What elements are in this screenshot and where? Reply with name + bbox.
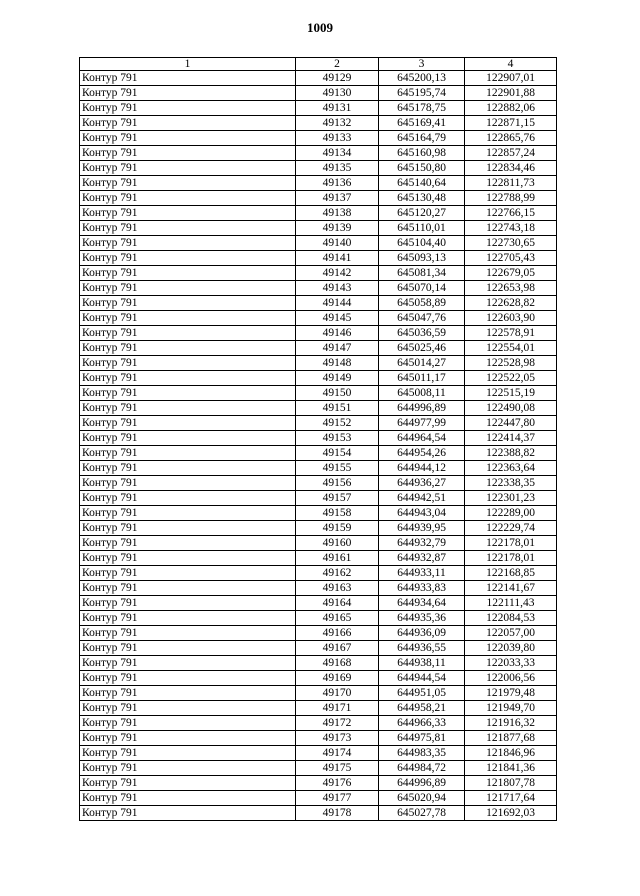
cell-point-number: 49164 (296, 596, 379, 611)
header-cell-x: 3 (379, 58, 465, 71)
cell-x: 644932,87 (379, 551, 465, 566)
cell-x: 645104,40 (379, 236, 465, 251)
cell-y: 122178,01 (465, 536, 557, 551)
table-body (80, 71, 557, 821)
cell-x: 645081,34 (379, 266, 465, 281)
cell-point-number: 49131 (296, 101, 379, 116)
table-row (80, 701, 557, 716)
cell-contour: Контур 791 (80, 161, 296, 176)
cell-y: 122033,33 (465, 656, 557, 671)
header-cell-contour: 1 (80, 58, 296, 71)
cell-point-number: 49149 (296, 371, 379, 386)
cell-contour: Контур 791 (80, 716, 296, 731)
cell-point-number: 49138 (296, 206, 379, 221)
table-row (80, 446, 557, 461)
cell-point-number: 49152 (296, 416, 379, 431)
cell-y: 122628,82 (465, 296, 557, 311)
cell-contour: Контур 791 (80, 191, 296, 206)
table-header (80, 58, 557, 71)
cell-point-number: 49144 (296, 296, 379, 311)
cell-contour: Контур 791 (80, 296, 296, 311)
cell-contour: Контур 791 (80, 476, 296, 491)
table-row (80, 86, 557, 101)
table-row (80, 551, 557, 566)
cell-x: 644996,89 (379, 401, 465, 416)
cell-point-number: 49169 (296, 671, 379, 686)
cell-contour: Контур 791 (80, 176, 296, 191)
table-row (80, 491, 557, 506)
table-row (80, 506, 557, 521)
cell-point-number: 49158 (296, 506, 379, 521)
table-row (80, 626, 557, 641)
cell-x: 645130,48 (379, 191, 465, 206)
table-row (80, 221, 557, 236)
cell-y: 122811,73 (465, 176, 557, 191)
cell-point-number: 49140 (296, 236, 379, 251)
cell-point-number: 49135 (296, 161, 379, 176)
table-row (80, 296, 557, 311)
table-row (80, 386, 557, 401)
table-row (80, 266, 557, 281)
cell-x: 645036,59 (379, 326, 465, 341)
cell-contour: Контур 791 (80, 281, 296, 296)
table-row (80, 461, 557, 476)
cell-point-number: 49174 (296, 746, 379, 761)
cell-y: 122490,08 (465, 401, 557, 416)
cell-contour: Контур 791 (80, 596, 296, 611)
cell-x: 644977,99 (379, 416, 465, 431)
cell-y: 121949,70 (465, 701, 557, 716)
cell-y: 121979,48 (465, 686, 557, 701)
cell-x: 644944,12 (379, 461, 465, 476)
cell-contour: Контур 791 (80, 86, 296, 101)
cell-x: 644935,36 (379, 611, 465, 626)
cell-x: 645047,76 (379, 311, 465, 326)
table-row (80, 536, 557, 551)
cell-contour: Контур 791 (80, 761, 296, 776)
cell-point-number: 49178 (296, 806, 379, 821)
cell-contour: Контур 791 (80, 101, 296, 116)
cell-point-number: 49170 (296, 686, 379, 701)
cell-contour: Контур 791 (80, 686, 296, 701)
cell-y: 122603,90 (465, 311, 557, 326)
cell-contour: Контур 791 (80, 341, 296, 356)
table-row (80, 716, 557, 731)
table-row (80, 341, 557, 356)
cell-x: 645027,78 (379, 806, 465, 821)
cell-x: 644936,09 (379, 626, 465, 641)
cell-y: 122301,23 (465, 491, 557, 506)
cell-x: 644958,21 (379, 701, 465, 716)
cell-x: 644943,04 (379, 506, 465, 521)
table-row (80, 761, 557, 776)
cell-contour: Контур 791 (80, 806, 296, 821)
table-row (80, 581, 557, 596)
cell-y: 122414,37 (465, 431, 557, 446)
cell-contour: Контур 791 (80, 221, 296, 236)
cell-contour: Контур 791 (80, 611, 296, 626)
cell-point-number: 49172 (296, 716, 379, 731)
table-row (80, 101, 557, 116)
table-row (80, 731, 557, 746)
cell-point-number: 49148 (296, 356, 379, 371)
cell-x: 645120,27 (379, 206, 465, 221)
cell-point-number: 49141 (296, 251, 379, 266)
cell-point-number: 49142 (296, 266, 379, 281)
cell-point-number: 49177 (296, 791, 379, 806)
cell-contour: Контур 791 (80, 206, 296, 221)
cell-y: 122834,46 (465, 161, 557, 176)
cell-x: 644996,89 (379, 776, 465, 791)
table-row (80, 641, 557, 656)
cell-y: 121841,36 (465, 761, 557, 776)
cell-point-number: 49157 (296, 491, 379, 506)
cell-x: 644944,54 (379, 671, 465, 686)
cell-y: 122865,76 (465, 131, 557, 146)
cell-point-number: 49151 (296, 401, 379, 416)
cell-point-number: 49162 (296, 566, 379, 581)
cell-point-number: 49143 (296, 281, 379, 296)
table-row (80, 191, 557, 206)
cell-y: 121877,68 (465, 731, 557, 746)
page-number: 1009 (307, 20, 333, 35)
cell-y: 122084,53 (465, 611, 557, 626)
cell-point-number: 49155 (296, 461, 379, 476)
table-row (80, 746, 557, 761)
table-row (80, 671, 557, 686)
cell-point-number: 49129 (296, 71, 379, 86)
cell-point-number: 49150 (296, 386, 379, 401)
table-row (80, 431, 557, 446)
cell-point-number: 49156 (296, 476, 379, 491)
cell-contour: Контур 791 (80, 536, 296, 551)
cell-y: 122743,18 (465, 221, 557, 236)
table-row (80, 776, 557, 791)
cell-y: 122338,35 (465, 476, 557, 491)
cell-y: 121916,32 (465, 716, 557, 731)
cell-y: 122554,01 (465, 341, 557, 356)
cell-y: 122882,06 (465, 101, 557, 116)
cell-x: 644984,72 (379, 761, 465, 776)
header-cell-point-number: 2 (296, 58, 379, 71)
cell-point-number: 49134 (296, 146, 379, 161)
cell-x: 645093,13 (379, 251, 465, 266)
cell-y: 122039,80 (465, 641, 557, 656)
table-row (80, 311, 557, 326)
header-cell-y: 4 (465, 58, 557, 71)
cell-x: 644954,26 (379, 446, 465, 461)
cell-contour: Контур 791 (80, 626, 296, 641)
cell-contour: Контур 791 (80, 266, 296, 281)
cell-x: 644951,05 (379, 686, 465, 701)
table-row (80, 476, 557, 491)
cell-point-number: 49132 (296, 116, 379, 131)
cell-contour: Контур 791 (80, 701, 296, 716)
cell-y: 122653,98 (465, 281, 557, 296)
cell-y: 122705,43 (465, 251, 557, 266)
cell-point-number: 49171 (296, 701, 379, 716)
cell-point-number: 49145 (296, 311, 379, 326)
cell-point-number: 49146 (296, 326, 379, 341)
cell-y: 122363,64 (465, 461, 557, 476)
table-row (80, 611, 557, 626)
table-row (80, 371, 557, 386)
table-row (80, 146, 557, 161)
cell-x: 645150,80 (379, 161, 465, 176)
cell-y: 122057,00 (465, 626, 557, 641)
cell-y: 122788,99 (465, 191, 557, 206)
table-row (80, 356, 557, 371)
cell-x: 644936,55 (379, 641, 465, 656)
cell-y: 122578,91 (465, 326, 557, 341)
cell-contour: Контур 791 (80, 746, 296, 761)
cell-x: 645140,64 (379, 176, 465, 191)
table-row (80, 71, 557, 86)
cell-point-number: 49147 (296, 341, 379, 356)
cell-x: 645164,79 (379, 131, 465, 146)
cell-y: 121846,96 (465, 746, 557, 761)
cell-point-number: 49160 (296, 536, 379, 551)
cell-x: 645195,74 (379, 86, 465, 101)
cell-contour: Контур 791 (80, 446, 296, 461)
cell-contour: Контур 791 (80, 416, 296, 431)
cell-y: 122388,82 (465, 446, 557, 461)
cell-contour: Контур 791 (80, 656, 296, 671)
cell-y: 121807,78 (465, 776, 557, 791)
cell-y: 122766,15 (465, 206, 557, 221)
cell-y: 122141,67 (465, 581, 557, 596)
cell-y: 122857,24 (465, 146, 557, 161)
cell-point-number: 49163 (296, 581, 379, 596)
cell-x: 644966,33 (379, 716, 465, 731)
cell-point-number: 49137 (296, 191, 379, 206)
cell-point-number: 49154 (296, 446, 379, 461)
cell-point-number: 49161 (296, 551, 379, 566)
cell-x: 645020,94 (379, 791, 465, 806)
cell-y: 122006,56 (465, 671, 557, 686)
cell-contour: Контур 791 (80, 551, 296, 566)
cell-contour: Контур 791 (80, 461, 296, 476)
table-row (80, 206, 557, 221)
cell-contour: Контур 791 (80, 731, 296, 746)
cell-contour: Контур 791 (80, 491, 296, 506)
cell-y: 122901,88 (465, 86, 557, 101)
cell-x: 645178,75 (379, 101, 465, 116)
table-row (80, 416, 557, 431)
cell-y: 122229,74 (465, 521, 557, 536)
cell-y: 122289,00 (465, 506, 557, 521)
cell-x: 644933,83 (379, 581, 465, 596)
cell-point-number: 49165 (296, 611, 379, 626)
table-row (80, 566, 557, 581)
cell-point-number: 49167 (296, 641, 379, 656)
cell-x: 645025,46 (379, 341, 465, 356)
cell-contour: Контур 791 (80, 356, 296, 371)
cell-contour: Контур 791 (80, 521, 296, 536)
table-row (80, 806, 557, 821)
cell-x: 644939,95 (379, 521, 465, 536)
cell-x: 644983,35 (379, 746, 465, 761)
cell-contour: Контур 791 (80, 671, 296, 686)
cell-point-number: 49166 (296, 626, 379, 641)
cell-contour: Контур 791 (80, 311, 296, 326)
cell-point-number: 49130 (296, 86, 379, 101)
cell-contour: Контур 791 (80, 116, 296, 131)
cell-contour: Контур 791 (80, 251, 296, 266)
cell-y: 122528,98 (465, 356, 557, 371)
cell-x: 644934,64 (379, 596, 465, 611)
cell-y: 122178,01 (465, 551, 557, 566)
table-row (80, 281, 557, 296)
cell-y: 121717,64 (465, 791, 557, 806)
cell-y: 122447,80 (465, 416, 557, 431)
cell-y: 122730,65 (465, 236, 557, 251)
cell-point-number: 49136 (296, 176, 379, 191)
cell-x: 645008,11 (379, 386, 465, 401)
table-row (80, 521, 557, 536)
cell-point-number: 49168 (296, 656, 379, 671)
cell-x: 644964,54 (379, 431, 465, 446)
cell-contour: Контур 791 (80, 776, 296, 791)
cell-contour: Контур 791 (80, 581, 296, 596)
table-row (80, 326, 557, 341)
cell-x: 644932,79 (379, 536, 465, 551)
cell-x: 644936,27 (379, 476, 465, 491)
cell-y: 122515,19 (465, 386, 557, 401)
cell-point-number: 49173 (296, 731, 379, 746)
table-row (80, 791, 557, 806)
cell-y: 122907,01 (465, 71, 557, 86)
cell-contour: Контур 791 (80, 506, 296, 521)
table-row (80, 131, 557, 146)
cell-point-number: 49153 (296, 431, 379, 446)
coordinates-table (79, 57, 557, 821)
cell-y: 122522,05 (465, 371, 557, 386)
table-row (80, 686, 557, 701)
cell-y: 122679,05 (465, 266, 557, 281)
table-row (80, 161, 557, 176)
cell-contour: Контур 791 (80, 326, 296, 341)
table-row (80, 176, 557, 191)
cell-x: 644938,11 (379, 656, 465, 671)
cell-point-number: 49139 (296, 221, 379, 236)
cell-point-number: 49176 (296, 776, 379, 791)
cell-y: 122871,15 (465, 116, 557, 131)
cell-contour: Контур 791 (80, 791, 296, 806)
cell-contour: Контур 791 (80, 431, 296, 446)
cell-x: 644933,11 (379, 566, 465, 581)
cell-x: 645014,27 (379, 356, 465, 371)
cell-point-number: 49175 (296, 761, 379, 776)
cell-y: 122111,43 (465, 596, 557, 611)
cell-contour: Контур 791 (80, 401, 296, 416)
cell-x: 645200,13 (379, 71, 465, 86)
cell-contour: Контур 791 (80, 386, 296, 401)
cell-x: 645058,89 (379, 296, 465, 311)
table-row (80, 656, 557, 671)
cell-contour: Контур 791 (80, 131, 296, 146)
header-row (80, 58, 557, 71)
cell-point-number: 49159 (296, 521, 379, 536)
table-row (80, 251, 557, 266)
cell-contour: Контур 791 (80, 71, 296, 86)
table-row (80, 401, 557, 416)
cell-contour: Контур 791 (80, 146, 296, 161)
cell-contour: Контур 791 (80, 566, 296, 581)
cell-x: 644942,51 (379, 491, 465, 506)
cell-y: 121692,03 (465, 806, 557, 821)
table-row (80, 596, 557, 611)
cell-contour: Контур 791 (80, 371, 296, 386)
cell-contour: Контур 791 (80, 641, 296, 656)
cell-x: 645160,98 (379, 146, 465, 161)
cell-x: 645110,01 (379, 221, 465, 236)
cell-x: 645169,41 (379, 116, 465, 131)
cell-x: 645011,17 (379, 371, 465, 386)
cell-x: 644975,81 (379, 731, 465, 746)
cell-y: 122168,85 (465, 566, 557, 581)
table-row (80, 116, 557, 131)
cell-contour: Контур 791 (80, 236, 296, 251)
cell-point-number: 49133 (296, 131, 379, 146)
cell-x: 645070,14 (379, 281, 465, 296)
table-row (80, 236, 557, 251)
